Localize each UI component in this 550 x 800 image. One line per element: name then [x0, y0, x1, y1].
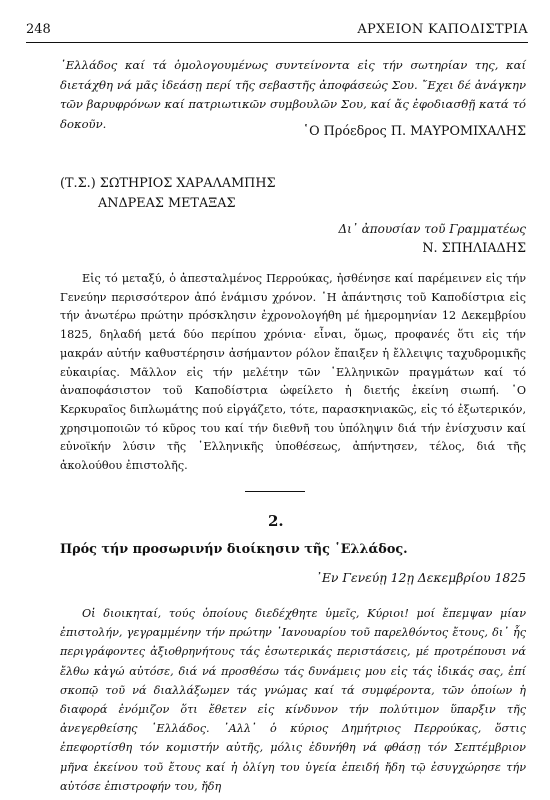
document-number: 2. [268, 512, 284, 530]
intro-paragraph: ῾Ελλάδος καί τά ὁμολογουμένως συντείνοντα εἰς τήν σωτηρίαν της, καί διετάχθη νά μᾶς ἰδεάσῃ περί τῆς σεβαστῆς ἀποφάσεώς Σου. ῎Εχει δέ ἀνάγκην τῶν βαρυφρόνων καί πατριωτικῶν συμβουλῶν Σου, καί ἄς ἐφοδιασθῇ κατά τό δοκοῦν. [60, 58, 526, 131]
letter-dateline: ᾿Εν Γενεύῃ 12ῃ Δεκεμβρίου 1825 [315, 570, 526, 585]
secretary-signature: Ν. ΣΠΗΛΙΑΔΗΣ [422, 241, 526, 256]
letter-body: Οἱ διοικηταί, τούς ὁποίους διεδέχθητε ὑμεῖς, Κύριοι! μοί ἔπεμψαν μίαν ἐπιστολήν, γεγραμμένην τήν πρώτην ᾿Ιανουαρίου τοῦ παρελθόντος ἔτους, δι᾿ ἧς περιγράφοντες ἀξιοθρηνήτους τάς ἐσωτερικάς περιστάσεις, μέ προτρέπουσι νά ἔλθω κἀγώ αὐτόσε, διά νά προσθέσω τάς δυνάμεις μου εἰς τάς ἰδικάς σας, ἐπί σκοπῷ τοῦ νά διαλλάξωμεν τάς γνώμας καί τά συμφέροντα, τῶν ὁποίων ἡ διαφορά ἐνόμιζον ὅτι ἔθετεν εἰς κίνδυνον τήν πολύτιμον ὕπαρξιν τῆς ἀνεγερθείσης ῾Ελλάδος. ᾿Αλλ᾿ ὁ κύριος Δημήτριος Περρούκας, ὅστις ἐπεφορτίσθη τόν κομιστήν αὐτῆς, μόλις ἐδυνήθη νά φθάσῃ τόν Σεπτέμβριον μῆνα ἐκείνου τοῦ ἔτους καί ἡ ὀλίγη του ὑγεία ἐπειδή ἤδη τῷ ἐσυγχώρησε τήν αὐτόσε ἐπιστροφήν του, ἤδη [60, 607, 526, 793]
header-rule [26, 42, 528, 43]
running-title: ΑΡΧΕΙΟΝ ΚΑΠΟΔΙΣΤΡΙΑ [357, 22, 528, 37]
editor-note-paragraph: Εἰς τό μεταξύ, ὁ ἀπεσταλμένος Περρούκας, ἠσθένησε καί παρέμεινεν εἰς τήν Γενεύην περισσότερον ἀπό ἐνάμισυ χρόνον. ῾Η ἀπάντησις τοῦ Καποδίστρια εἰς τήν ἀνωτέρω πρώτην πρόσκλησιν ἐχρονολογήθη μέ ἡμερομηνίαν 12 Δεκεμβρίου 1825, δηλαδή μετά δύο περίπου χρόνια· εἶναι, ὅμως, προφανές ὅτι εἰς τήν μακράν αὐτήν καθυστέρησιν ἀσήμαντον ρόλον ἔπαιξεν ἡ ἔλλειψις ταχυδρομικῆς εὐκαιρίας. Μᾶλλον εἰς τήν μελέτην τῶν ῾Ελληνικῶν πραγμάτων καί τό ἀναποφάσιστον τοῦ Καποδίστρια ὠφείλετο ἡ διετής ἐκείνη σιωπή. ῾Ο Κερκυραῖος διπλωμάτης πού εἰργάζετο, τότε, παρασκηνιακῶς, εἰς τό ἐξωτερικόν, χρησιμοποιῶν τό κῦρος του καί τήν διεθνῆ του ὑπόληψιν διά τήν ἐνίσχυσιν καί εὐνοϊκήν λύσιν τῆς ῾Ελληνικῆς ὑποθέσεως, ἀπήντησεν, τέλος, διά τῆς ἀκολούθου ἐπιστολῆς. [60, 272, 526, 473]
president-signature: ῾Ο Πρόεδρος Π. ΜΑΥΡΟΜΙΧΑΛΗΣ [302, 124, 526, 139]
section-divider [245, 491, 305, 492]
absence-note: Δι᾿ ἀπουσίαν τοῦ Γραμματέως [338, 222, 526, 236]
running-header [26, 22, 528, 42]
page-number: 248 [26, 22, 51, 37]
signatory-line-2: ΑΝΔΡΕΑΣ ΜΕΤΑΞΑΣ [98, 196, 236, 211]
document-heading: Πρός τήν προσωρινήν διοίκησιν τῆς ῾Ελλάδος. [60, 542, 408, 557]
signatory-line-1: (Τ.Σ.) ΣΩΤΗΡΙΟΣ ΧΑΡΑΛΑΜΠΗΣ [60, 176, 276, 191]
